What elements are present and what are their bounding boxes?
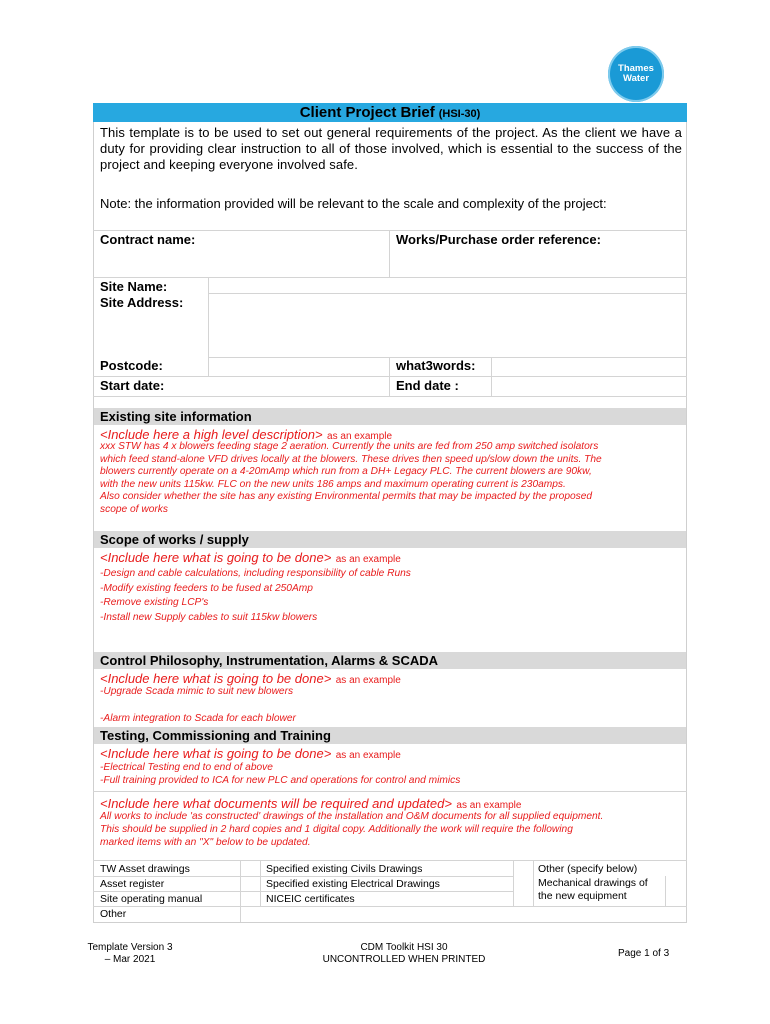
divider <box>93 396 687 397</box>
end-date-label: End date : <box>396 378 459 393</box>
divider <box>240 861 241 907</box>
existing-site-heading: Existing site information <box>94 408 686 425</box>
footer-toolkit-line: CDM Toolkit HSI 30 <box>360 942 448 953</box>
what3words-label: what3words: <box>396 358 476 373</box>
site-address-label: Site Address: <box>100 295 184 310</box>
control-line: -Alarm integration to Scada for each blower <box>100 713 296 724</box>
divider <box>93 376 687 377</box>
documents-description <box>100 810 684 849</box>
existing-line: scope of works <box>100 503 168 515</box>
documents-include-text: <Include here what documents will be required and updated> <box>100 796 452 811</box>
divider <box>93 791 687 792</box>
logo-line1: Thames <box>618 63 654 74</box>
divider <box>665 876 666 906</box>
thames-water-logo <box>608 46 664 102</box>
testing-line: -Full training provided to ICA for new PLC and operations for control and mimics <box>100 775 461 786</box>
existing-line: Also consider whether the site has any existing Environmental permits that may be impacted by the proposed <box>100 491 593 502</box>
doc-col3 <box>538 862 648 903</box>
scope-description <box>100 567 411 625</box>
divider <box>208 278 209 376</box>
note-text: Note: the information provided will be relevant to the scale and complexity of the project: <box>100 196 607 211</box>
page-number: Page 1 of 3 <box>618 948 670 959</box>
doc-col1 <box>100 862 202 922</box>
existing-example: as an example <box>327 431 393 442</box>
title-main: Client Project Brief <box>299 104 435 121</box>
doc-item: NICEIC certificates <box>266 893 355 905</box>
scope-line: -Install new Supply cables to suit 115kw blowers <box>100 611 318 623</box>
doc-item: Asset register <box>100 878 165 890</box>
doc-item: TW Asset drawings <box>100 863 190 875</box>
documents-line: All works to include 'as constructed' drawings of the installation and O&M documents for all supplied equipment. <box>100 811 604 822</box>
doc-item: the new equipment <box>538 890 627 902</box>
divider <box>513 861 514 907</box>
doc-item: Mechanical drawings of <box>538 877 648 889</box>
scope-heading: Scope of works / supply <box>94 531 686 548</box>
divider <box>389 231 390 277</box>
doc-item: Specified existing Civils Drawings <box>266 863 423 875</box>
divider <box>208 293 686 294</box>
testing-heading: Testing, Commissioning and Training <box>94 727 686 744</box>
control-line: -Upgrade Scada mimic to suit new blowers <box>100 686 294 697</box>
footer-version <box>70 942 190 966</box>
control-example: as an example <box>335 675 401 686</box>
scope-include-text: <Include here what is going to be done> <box>100 550 332 565</box>
doc-item: Other (specify below) <box>538 863 638 875</box>
footer-uncontrolled-line: UNCONTROLLED WHEN PRINTED <box>322 954 486 965</box>
testing-example: as an example <box>335 750 401 761</box>
doc-col2 <box>266 862 440 907</box>
existing-line: which feed stand-alone VFD drives locally at the blowers. These drives then speed up/slow down the units. The <box>100 453 602 465</box>
documents-example: as an example <box>456 800 522 811</box>
works-order-label: Works/Purchase order reference: <box>396 232 601 247</box>
start-date-label: Start date: <box>100 378 165 393</box>
scope-line: -Design and cable calculations, including responsibility of cable Runs <box>100 568 411 579</box>
existing-line: with the new units 115kw. FLC on the new units 186 amps and maximum operating current is 230amps. <box>100 478 566 490</box>
scope-example: as an example <box>335 554 401 565</box>
page-title <box>93 103 687 122</box>
documents-line: This should be supplied in 2 hard copies and 1 digital copy. Additionally the work will require the following <box>100 824 573 835</box>
existing-include-text: <Include here a high level description> <box>100 427 323 442</box>
scope-line: -Modify existing feeders to be fused at 250Amp <box>100 582 313 594</box>
site-name-label: Site Name: <box>100 279 168 294</box>
divider <box>533 861 534 907</box>
control-include-text: <Include here what is going to be done> <box>100 671 332 686</box>
contract-name-label: Contract name: <box>100 232 196 247</box>
divider <box>93 860 687 861</box>
testing-line: -Electrical Testing end to end of above <box>100 762 273 773</box>
intro-text: This template is to be used to set out general requirements of the project. As the client we have a duty for providing clear instruction to all of those involved, which is essential to the success of the project and keeping everyone involved safe. <box>100 125 682 172</box>
doc-item: Other <box>100 908 127 920</box>
existing-description <box>100 441 684 516</box>
doc-item: Site operating manual <box>100 893 203 905</box>
postcode-label: Postcode: <box>100 358 163 373</box>
doc-item: Specified existing Electrical Drawings <box>266 878 440 890</box>
scope-include <box>100 549 401 567</box>
divider <box>491 357 492 397</box>
footer-version-line1: Template Version 3 <box>87 942 173 953</box>
existing-line: blowers currently operate on a 4-20mAmp which run from a DH+ Legacy PLC. The current blowers are 90kw, <box>100 466 592 477</box>
existing-line: xxx STW has 4 x blowers feeding stage 2 aeration. Currently the units are fed from 250 amp switched isolators <box>100 441 599 452</box>
divider <box>260 861 261 907</box>
divider <box>389 357 390 397</box>
logo-line2: Water <box>622 73 650 84</box>
divider <box>93 230 687 231</box>
control-heading: Control Philosophy, Instrumentation, Alarms & SCADA <box>94 652 686 669</box>
divider <box>93 277 687 278</box>
testing-description <box>100 761 460 787</box>
documents-line: marked items with an "X" below to be updated. <box>100 837 311 848</box>
testing-include-text: <Include here what is going to be done> <box>100 746 332 761</box>
divider <box>240 907 241 922</box>
footer-version-line2: – Mar 2021 <box>104 954 156 965</box>
footer-toolkit <box>300 942 508 966</box>
title-code: (HSI-30) <box>438 108 481 120</box>
scope-line: -Remove existing LCP's <box>100 597 209 608</box>
